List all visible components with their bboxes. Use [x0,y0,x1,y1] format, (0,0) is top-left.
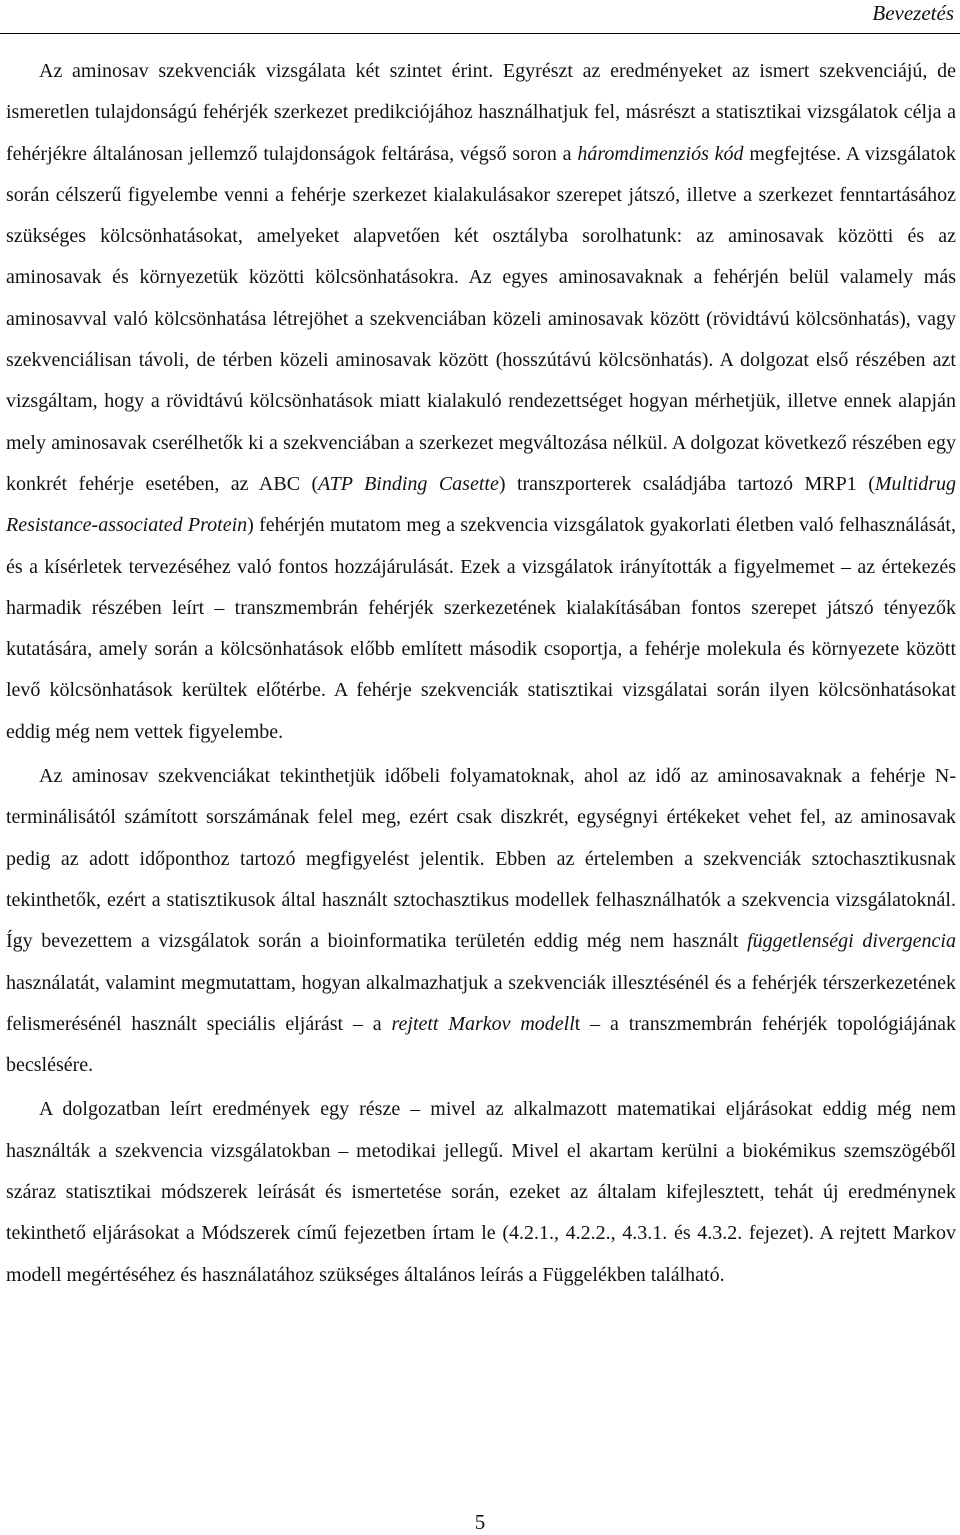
paragraph-1-italic-term-3: Multidrug Resistance-associated Protein [6,472,956,537]
paragraph-2-text-b: használatát, valamint megmutattam, hogyan alkalmazhatjuk a szekvenciák illesztésénél és a fehérjék térszerkezetének felismerésénél használt speciális eljárást – a [6,971,956,1035]
paragraph-2-italic-term-2: rejtett Markov modell [391,1012,575,1035]
paragraph-2-text-a: Az aminosav szekvenciákat tekinthetjük időbeli folyamatoknak, ahol az idő az aminosavaknak a fehérje N-terminálisától számított sorszámának felel meg, ezért csak diszkrét, egységnyi értékeket vehet fel, az aminosavak pedig az adott időponthoz tartozó megfigyelést jelentik. Ebben az értelemben a szekvenciák sztochasztikusnak tekinthetők, ezért a statisztikusok által használt sztochasztikus modellek felhasználhatók a szekvencia vizsgálatoknál. Így bevezettem a vizsgálatok során a bioinformatika területén eddig még nem használt [6,765,956,953]
paragraph-1-italic-term-1: háromdimenziós kód [577,142,744,165]
page-number: 5 [474,1510,486,1534]
body-text [6,51,956,1296]
header-rule [0,33,960,34]
paragraph-3-text-a: A dolgozatban leírt eredmények egy része – mivel az alkalmazott matematikai eljárásokat eddig még nem használták a szekvencia vizsgálatokban – metodikai jellegű. Mivel el akartam kerülni a biokémikus szemszögéből száraz statisztikai módszerek leírását és ismertetése során, ezeket az általam kifejlesztett, tehát új eredménynek tekinthető eljárásokat a Módszerek című fejezetben írtam le (4.2.1., 4.2.2., 4.3.1. és 4.3.2. fejezet). A rejtett Markov modell megértéséhez és használatához szükséges általános leírás a Függelékben található. [6,1098,956,1286]
paragraph-2-text-c: t – a transzmembrán fehérjék topológiájának becslésére. [6,1012,956,1077]
paragraph-1-text-c: ) transzporterek családjába tartozó MRP1 ( [498,472,875,495]
paragraph-3 [6,1089,956,1295]
paragraph-1 [6,51,956,753]
paragraph-2 [6,756,956,1086]
paragraph-1-text-b: megfejtése. A vizsgálatok során célszerű figyelembe venni a fehérje szerkezet kialakulásakor szerepet játszó, illetve a szerkezet fenntartásához szükséges kölcsönhatásokat, amelyeket alapvetően két osztályba sorolhatunk: az aminosavak közötti és az aminosavak és környezetük közötti kölcsönhatásokra. Az egyes aminosavaknak a fehérjén belül valamely más aminosavval való kölcsönhatása létrejöhet a szekvenciában közeli aminosavak között (rövidtávú kölcsönhatás), vagy szekvenciálisan távoli, de térben közeli aminosavak között (hosszútávú kölcsönhatás). A dolgozat első részében azt vizsgáltam, hogy a rövidtávú kölcsönhatások miatt kialakuló rendezettséget hogyan mérhetjük, illetve ennek alapján mely aminosavak cserélhetők ki a szekvenciában a szerkezet megváltozása nélkül. A dolgozat következő részében egy konkrét fehérje esetében, az ABC ( [6,142,956,495]
paragraph-1-text-d: ) fehérjén mutatom meg a szekvencia vizsgálatok gyakorlati életben való felhasználását, és a kísérletek tervezéséhez való fontos hozzájárulását. Ezek a vizsgálatok irányították a figyelmemet – az értekezés harmadik részében leírt – transzmembrán fehérjék szerkezetének kialakításában fontos szerepet játszó tényezők kutatására, amely során a kölcsönhatások előbb említett második csoportja, a fehérje molekula és környezete között levő kölcsönhatások kerültek előtérbe. A fehérje szekvenciák statisztikai vizsgálatai során ilyen kölcsönhatásokat eddig még nem vettek figyelembe. [6,514,956,743]
paragraph-1-text-a: Az aminosav szekvenciák vizsgálata két szintet érint. Egyrészt az eredményeket az ismert szekvenciájú, de ismeretlen tulajdonságú fehérjék szerkezet predikciójához használhatjuk fel, másrészt a statisztikai vizsgálatok célja a fehérjékre általánosan jellemző tulajdonságok feltárása, végső soron a [6,60,956,165]
paragraph-1-italic-term-2: ATP Binding Casette [318,472,499,495]
running-head: Bevezetés [872,1,954,25]
paragraph-2-italic-term-1: függetlenségi divergencia [747,930,956,953]
